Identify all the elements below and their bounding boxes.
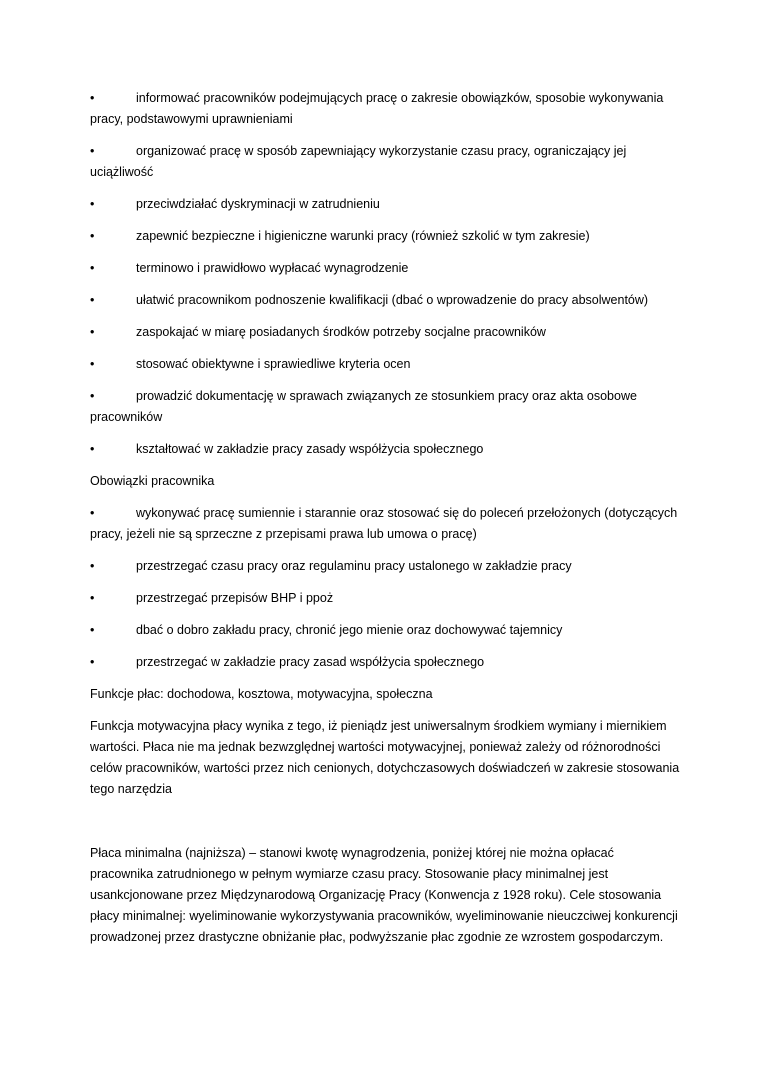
list-item (90, 588, 680, 609)
motivational-function-paragraph: Funkcja motywacyjna płacy wynika z tego, iż pieniądz jest uniwersalnym środkiem wymiany i miernikiem wartości. Płaca nie ma jednak bezwzględnej wartości motywacyjnej, ponieważ zależy od różnorodności celów pracowników, wartości przez nich cenionych, dotychczasowych doświadczeń w zakresie stosowania tego narzędzia (90, 719, 680, 796)
bullet-mark: • (90, 559, 95, 573)
bullet-mark: • (90, 442, 95, 456)
employer-duties-list (90, 88, 680, 460)
list-item-text: zaspokajać w miarę posiadanych środków potrzeby socjalne pracowników (136, 325, 546, 339)
list-item (90, 503, 680, 545)
list-item (90, 194, 680, 215)
bullet-mark: • (90, 261, 95, 275)
list-item-text: ułatwić pracownikom podnoszenie kwalifikacji (dbać o wprowadzenie do pracy absolwentów) (136, 293, 649, 307)
list-item (90, 439, 680, 460)
list-item (90, 88, 680, 130)
bullet-mark: • (90, 229, 95, 243)
list-item-text: przestrzegać przepisów BHP i ppoż (136, 591, 334, 605)
list-item (90, 290, 680, 311)
list-item-text: organizować pracę w sposób zapewniający wykorzystanie czasu pracy, ograniczający jej uciążliwość (90, 144, 627, 179)
list-item (90, 652, 680, 673)
list-item-text: wykonywać pracę sumiennie i starannie oraz stosować się do poleceń przełożonych (dotyczących pracy, jeżeli nie są sprzeczne z przepisami prawa lub umowa o pracę) (90, 506, 678, 541)
bullet-mark: • (90, 325, 95, 339)
bullet-mark: • (90, 389, 95, 403)
bullet-mark: • (90, 144, 95, 158)
bullet-mark: • (90, 91, 95, 105)
list-item (90, 354, 680, 375)
list-item-text: zapewnić bezpieczne i higieniczne warunki pracy (również szkolić w tym zakresie) (136, 229, 590, 243)
list-item (90, 556, 680, 577)
employee-duties-heading: Obowiązki pracownika (90, 474, 215, 488)
list-item (90, 620, 680, 641)
list-item-text: przestrzegać w zakładzie pracy zasad współżycia społecznego (136, 655, 485, 669)
list-item-text: dbać o dobro zakładu pracy, chronić jego mienie oraz dochowywać tajemnicy (136, 623, 563, 637)
list-item-text: przestrzegać czasu pracy oraz regulaminu pracy ustalonego w zakładzie pracy (136, 559, 572, 573)
bullet-mark: • (90, 293, 95, 307)
bullet-mark: • (90, 655, 95, 669)
list-item-text: terminowo i prawidłowo wypłacać wynagrodzenie (136, 261, 409, 275)
list-item-text: przeciwdziałać dyskryminacji w zatrudnieniu (136, 197, 380, 211)
list-item-text: informować pracowników podejmujących pracę o zakresie obowiązków, sposobie wykonywania pracy, podstawowymi uprawnieniami (90, 91, 664, 126)
bullet-mark: • (90, 623, 95, 637)
list-item (90, 258, 680, 279)
list-item-text: kształtować w zakładzie pracy zasady współżycia społecznego (136, 442, 484, 456)
bullet-mark: • (90, 357, 95, 371)
list-item (90, 226, 680, 247)
list-item (90, 141, 680, 183)
list-item (90, 322, 680, 343)
list-item-text: prowadzić dokumentację w sprawach związanych ze stosunkiem pracy oraz akta osobowe pracowników (90, 389, 637, 424)
minimum-wage-paragraph: Płaca minimalna (najniższa) – stanowi kwotę wynagrodzenia, poniżej której nie można opłacać pracownika zatrudnionego w pełnym wymiarze czasu pracy. Stosowanie płacy minimalnej jest usankcjonowane przez Międzynarodową Organizację Pracy (Konwencja z 1928 roku). Cele stosowania płacy minimalnej: wyeliminowanie wykorzystywania pracowników, wyeliminowanie nieuczciwej konkurencji prowadzonej przez drastyczne obniżanie płac, podwyższanie płac zgodnie ze wzrostem gospodarczym. (90, 846, 678, 944)
bullet-mark: • (90, 591, 95, 605)
employee-duties-list (90, 503, 680, 673)
bullet-mark: • (90, 506, 95, 520)
document-content (90, 88, 680, 959)
list-item-text: stosować obiektywne i sprawiedliwe kryteria ocen (136, 357, 411, 371)
list-item (90, 386, 680, 428)
paragraph-spacer (90, 811, 680, 843)
bullet-mark: • (90, 197, 95, 211)
pay-functions-paragraph: Funkcje płac: dochodowa, kosztowa, motywacyjna, społeczna (90, 687, 433, 701)
